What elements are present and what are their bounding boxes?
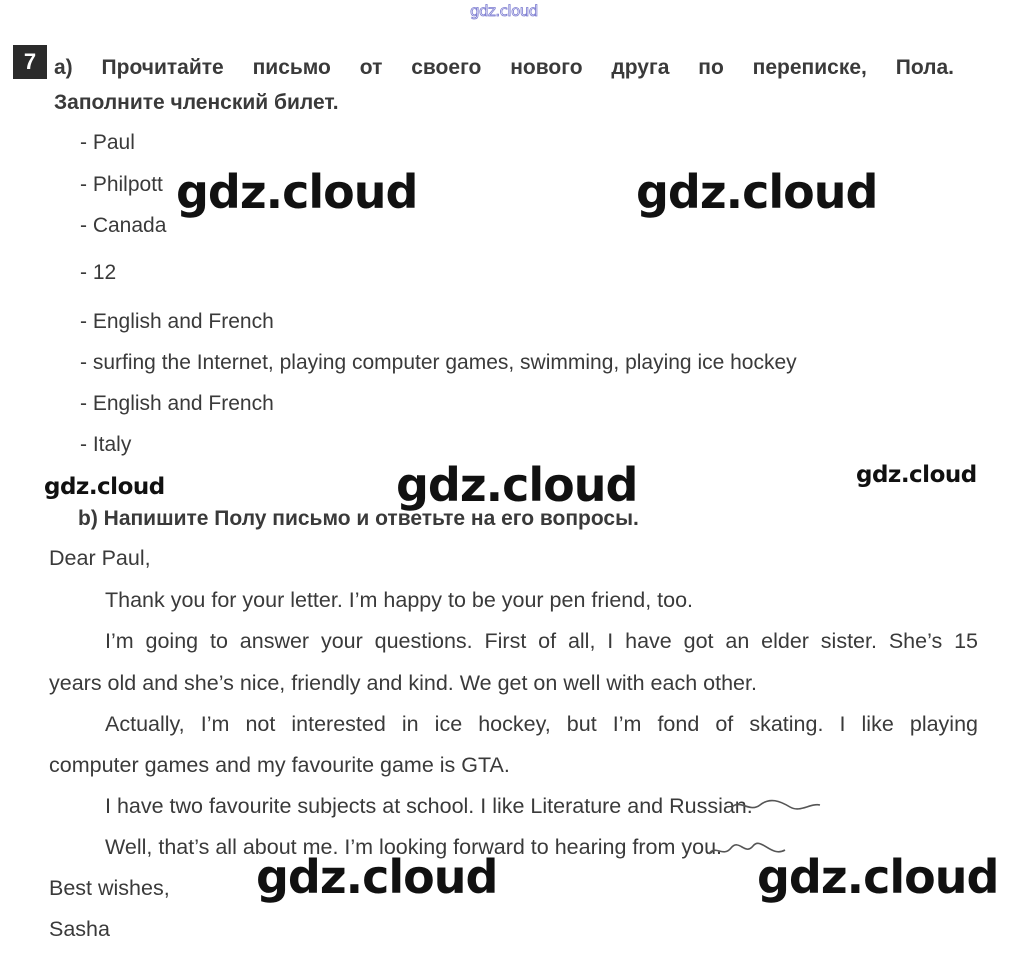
watermark-1: gdz.cloud (176, 165, 418, 219)
letter-paragraph-1: Thank you for your letter. I’m happy to be your pen friend, too. (105, 588, 693, 612)
letter-paragraph-2-line-1: I’m going to answer your questions. First of all, I have got an elder sister. She’s 15 (105, 629, 978, 653)
letter-paragraph-2-line-2: years old and she’s nice, friendly and kind. We get on well with each other. (49, 671, 757, 695)
task-number-badge: 7 (13, 45, 47, 79)
letter-paragraph-3-line-2: computer games and my favourite game is GTA. (49, 753, 510, 777)
answer-item-surname: - Philpott (80, 173, 163, 196)
answer-item-age: - 12 (80, 261, 117, 284)
answer-item-subjects: - English and French (80, 392, 274, 415)
letter-greeting: Dear Paul, (49, 546, 151, 570)
answer-item-languages: - English and French (80, 310, 274, 333)
letter-paragraph-4: I have two favourite subjects at school. I like Literature and Russian. (105, 794, 753, 818)
watermark-4: gdz.cloud (44, 474, 165, 500)
answer-item-hobbies: - surfing the Internet, playing computer games, swimming, playing ice hockey (80, 351, 797, 374)
answer-item-country: - Canada (80, 214, 167, 237)
watermark-2: gdz.cloud (636, 165, 878, 219)
watermark-7: gdz.cloud (757, 850, 999, 904)
watermark-3: gdz.cloud (396, 458, 638, 512)
answer-item-travel: - Italy (80, 433, 132, 456)
letter-signature: Sasha (49, 917, 110, 941)
watermark-5: gdz.cloud (856, 462, 977, 488)
letter-closing: Best wishes, (49, 876, 170, 900)
letter-paragraph-5: Well, that’s all about me. I’m looking forward to hearing from you. (105, 835, 723, 859)
task-a-heading-cont: Заполните членский билет. (54, 91, 339, 114)
task-a-heading: a) Прочитайте письмо от своего нового друга по переписке, Пола. (54, 56, 954, 79)
watermark-6: gdz.cloud (256, 850, 498, 904)
task-b-heading: b) Напишите Полу письмо и ответьте на его вопросы. (78, 507, 639, 530)
letter-paragraph-3-line-1: Actually, I’m not interested in ice hockey, but I’m fond of skating. I like playing (105, 712, 978, 736)
answer-item-name: - Paul (80, 131, 135, 154)
top-watermark: gdz.cloud (470, 2, 538, 20)
